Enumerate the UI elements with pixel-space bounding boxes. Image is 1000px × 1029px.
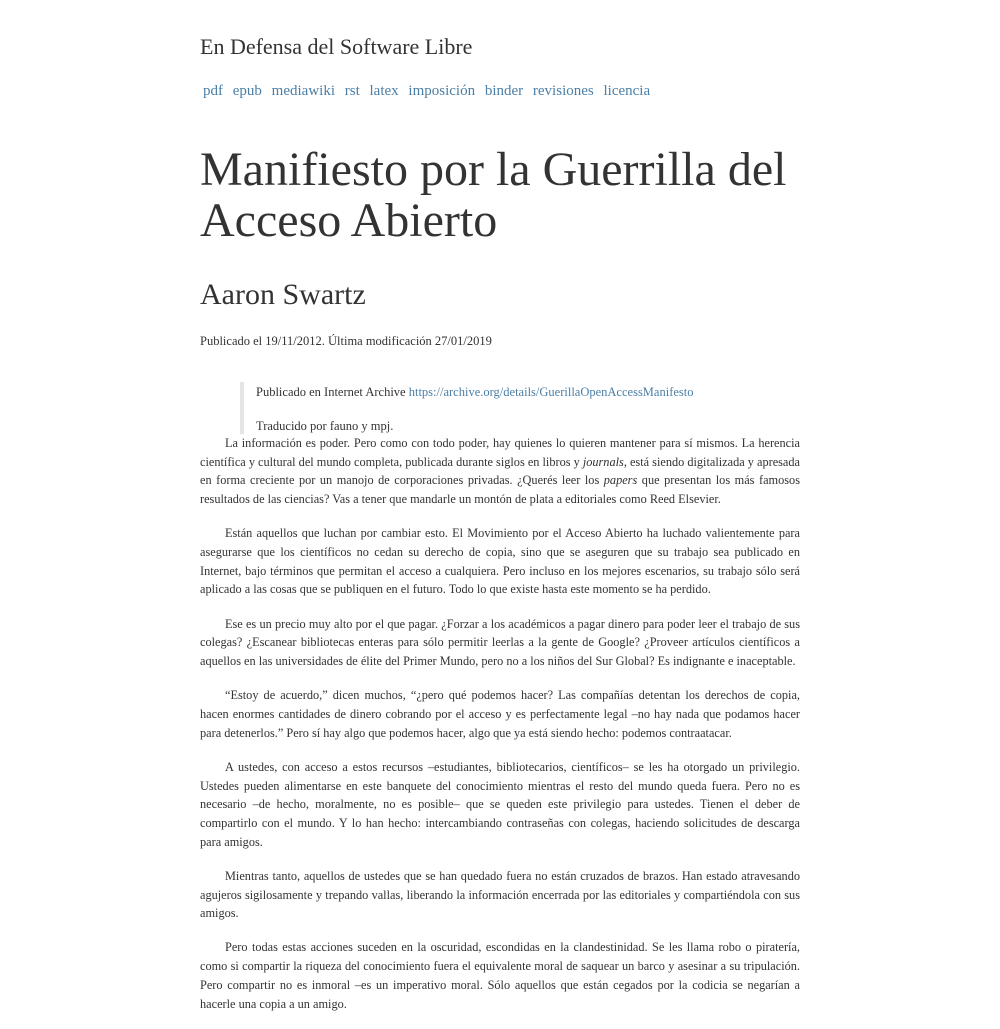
translation-credit: Traducido por fauno y mpj. <box>256 419 394 433</box>
paragraph-2: Están aquellos que luchan por cambiar esto. El Movimiento por el Acceso Abierto ha luchado valientemente para asegurarse que los científicos no cedan su derecho de copia, sino que se aseguren que su trabajo sea publicado en Internet, bajo términos que permitan el acceso a cualquiera. Pero incluso en los mejores escenarios, su trabajo sólo será aplicado a las cosas que se publiquen en el futuro. Todo lo que existe hasta este momento se ha perdido. <box>200 526 800 597</box>
nav-link-binder[interactable]: binder <box>484 83 524 99</box>
nav-link-latex[interactable]: latex <box>369 83 399 99</box>
term-journals: journals <box>582 454 624 469</box>
paragraph-1-text-a: La información es poder. Pero como con todo poder, hay quienes lo quieren mantener para sí mismos. La herencia científica y cultural del mundo completa, publicada durante siglos en libros y <box>200 436 800 469</box>
nav-link-rst[interactable]: rst <box>344 83 360 99</box>
source-link[interactable]: https://archive.org/details/GuerillaOpenAccessManifesto <box>408 385 694 399</box>
publication-meta: Publicado el 19/11/2012. Última modificación 27/01/2019 <box>200 334 492 348</box>
paragraph-7: Pero todas estas acciones suceden en la oscuridad, escondidas en la clandestinidad. Se les llama robo o piratería, como si compartir la riqueza del conocimiento fuera el equivalente moral de saquear un barco y asesinar a su tripulación. Pero compartir no es inmoral –es un imperativo moral. Sólo aquellos que están cegados por la codicia se negarían a hacerle una copia a un amigo. <box>200 940 800 1011</box>
nav-link-pdf[interactable]: pdf <box>203 83 223 99</box>
source-blockquote <box>240 382 840 434</box>
nav-link-imposicion[interactable]: imposición <box>408 83 476 99</box>
paragraph-6: Mientras tanto, aquellos de ustedes que se han quedado fuera no están cruzados de brazos. Han estado atravesando agujeros sigilosamente y trepando vallas, liberando la información encerrada por las editoriales y compartiéndola con sus amigos. <box>200 868 800 921</box>
nav-link-mediawiki[interactable]: mediawiki <box>271 83 335 99</box>
paragraph-1-text-b: , está siendo digitalizada y apresada en forma creciente por un manojo de corporaciones privadas. ¿Querés leer los <box>200 454 800 488</box>
paragraph-4: “Estoy de acuerdo,” dicen muchos, “¿pero qué podemos hacer? Las compañías detentan los derechos de copia, hacen enormes cantidades de dinero cobrando por el acceso y es perfectamente legal –no hay nada que podamos hacer para detenerlos.” Pero sí hay algo que podemos hacer, algo que ya está siendo hecho: podemos contraatacar. <box>200 688 800 740</box>
paragraph-3: Ese es un precio muy alto por el que pagar. ¿Forzar a los académicos a pagar dinero para poder leer el trabajo de sus colegas? ¿Escanear bibliotecas enteras para sólo permitir leerlas a la gente de Google? ¿Proveer artículos científicos a aquellos en las universidades de élite del Primer Mundo, pero no a los niños del Sur Global? Es indignante e inaceptable. <box>200 616 800 669</box>
nav-link-epub[interactable]: epub <box>232 83 262 99</box>
nav-link-licencia[interactable]: licencia <box>603 83 651 99</box>
nav-link-revisiones[interactable]: revisiones <box>532 83 594 99</box>
paragraph-1-text-c: que presentan los más famosos resultados de las ciencias? Vas a tener que mandarle un montón de plata a editoriales como Reed Elsevier. <box>200 473 800 507</box>
site-title[interactable]: En Defensa del Software Libre <box>200 34 473 59</box>
source-prefix: Publicado en Internet Archive <box>256 385 409 399</box>
source-line <box>256 384 694 400</box>
format-nav <box>203 83 650 100</box>
article-body <box>200 434 800 1029</box>
term-papers: papers <box>603 473 638 488</box>
paragraph-1 <box>200 434 800 509</box>
article-title: Manifiesto por la Guerrilla del Acceso Abierto <box>200 143 787 247</box>
article-author: Aaron Swartz <box>200 278 366 311</box>
paragraph-5: A ustedes, con acceso a estos recursos –estudiantes, bibliotecarios, científicos– se les ha otorgado un privilegio. Ustedes pueden alimentarse en este banquete del conocimiento mientras el resto del mundo queda fuera. Pero no es necesario –de hecho, moralmente, no es posible– que se queden este privilegio para ustedes. Tienen el deber de compartirlo con el mundo. Y lo han hecho: intercambiando contraseñas con colegas, haciendo solicitudes de descarga para amigos. <box>200 759 800 849</box>
